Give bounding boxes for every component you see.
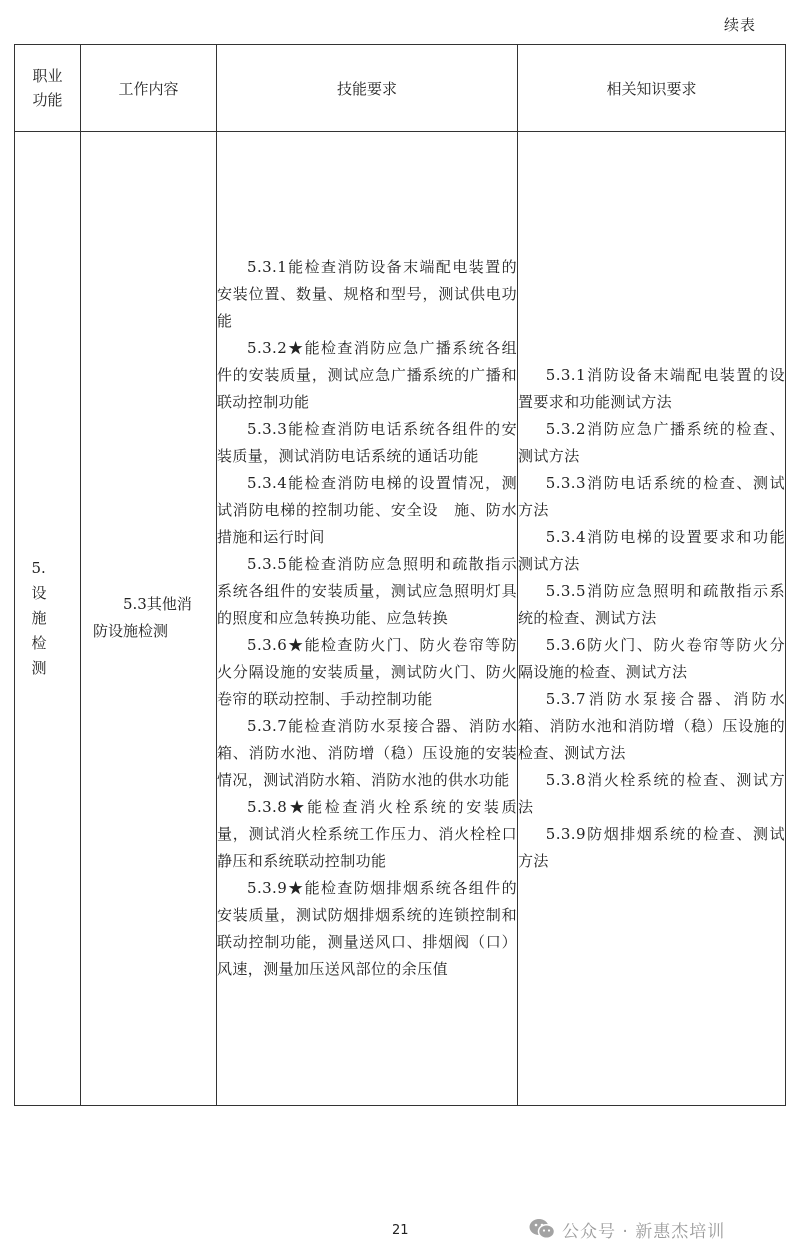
knowledge-item: 5.3.6防火门、防火卷帘等防火分隔设施的检查、测试方法: [518, 636, 785, 681]
knowledge-item: 5.3.9防烟排烟系统的检查、测试方法: [518, 825, 785, 870]
skill-item: 5.3.2★能检查消防应急广播系统各组件的安装质量，测试应急广播系统的广播和联动控制功能: [217, 339, 517, 411]
skill-item: 5.3.4能检查消防电梯的设置情况，测试消防电梯的控制功能、安全设 施、防水措施和运行时间: [217, 474, 517, 546]
header-occupational-function: [15, 45, 81, 132]
occupational-function-cell: [15, 132, 81, 1106]
function-char: 设: [31, 584, 47, 602]
page-number: 21: [392, 1223, 409, 1238]
skill-item: 5.3.6★能检查防火门、防火卷帘等防火分隔设施的安装质量，测试防火门、防火卷帘的联动控制、手动控制功能: [217, 636, 517, 708]
knowledge-requirements-cell: [518, 132, 800, 1106]
function-char: 测: [31, 659, 47, 677]
occupational-standard-table: [14, 44, 800, 1106]
skill-item: 5.3.5能检查消防应急照明和疏散指示系统各组件的安装质量，测试应急照明灯具的照度和应急转换功能、应急转换: [217, 555, 517, 627]
skill-item: 5.3.8★能检查消火栓系统的安装质量，测试消火栓系统工作压力、消火栓栓口静压和系统联动控制功能: [217, 798, 517, 870]
work-content-text: 5.3其他消防设施检测: [93, 594, 192, 640]
knowledge-item: 5.3.5消防应急照明和疏散指示系统的检查、测试方法: [518, 582, 785, 627]
skill-item: 5.3.1能检查消防设备末端配电装置的安装位置、数量、规格和型号，测试供电功能: [217, 258, 517, 330]
knowledge-item: 5.3.4消防电梯的设置要求和功能测试方法: [518, 528, 785, 573]
function-char: 检: [31, 634, 47, 652]
skill-requirements-cell: [217, 132, 518, 1106]
knowledge-item: 5.3.8消火栓系统的检查、测试方法: [518, 771, 785, 816]
watermark: [528, 1212, 725, 1246]
work-content-cell: [81, 132, 217, 1106]
knowledge-item: 5.3.1消防设备末端配电装置的设置要求和功能测试方法: [518, 366, 785, 411]
header-work-content: 工作内容: [81, 45, 217, 132]
wechat-icon: [528, 1217, 556, 1241]
knowledge-item: 5.3.3消防电话系统的检查、测试方法: [518, 474, 785, 519]
function-char: 施: [31, 609, 47, 627]
continued-label: 续表: [723, 16, 756, 34]
skill-item: 5.3.7能检查消防水泵接合器、消防水箱、消防水池、消防增（稳）压设施的安装情况，测试消防水箱、消防水池的供水功能: [217, 717, 517, 789]
header-occupational-function-text: 职业 功能: [32, 67, 63, 109]
knowledge-item: 5.3.7消防水泵接合器、消防水 箱、消防水池和消防增（稳）压设施的检查、测试方法: [518, 690, 800, 762]
function-number: 5.: [31, 559, 46, 577]
table-header-row: [15, 45, 786, 132]
knowledge-item: 5.3.2消防应急广播系统的检查、测试方法: [518, 420, 785, 465]
skill-item: 5.3.9★能检查防烟排烟系统各组件的安装质量，测试防烟排烟系统的连锁控制和联动控制功能，测量送风口、排烟阀（口）风速，测量加压送风部位的余压值: [217, 879, 517, 978]
table-row: [15, 132, 786, 1106]
header-skill-requirements: 技能要求: [217, 45, 518, 132]
header-knowledge-requirements: 相关知识要求: [518, 45, 786, 132]
watermark-text: 公众号 · 新惠杰培训: [562, 1221, 726, 1242]
skill-item: 5.3.3能检查消防电话系统各组件的安装质量，测试消防电话系统的通话功能: [217, 420, 517, 465]
